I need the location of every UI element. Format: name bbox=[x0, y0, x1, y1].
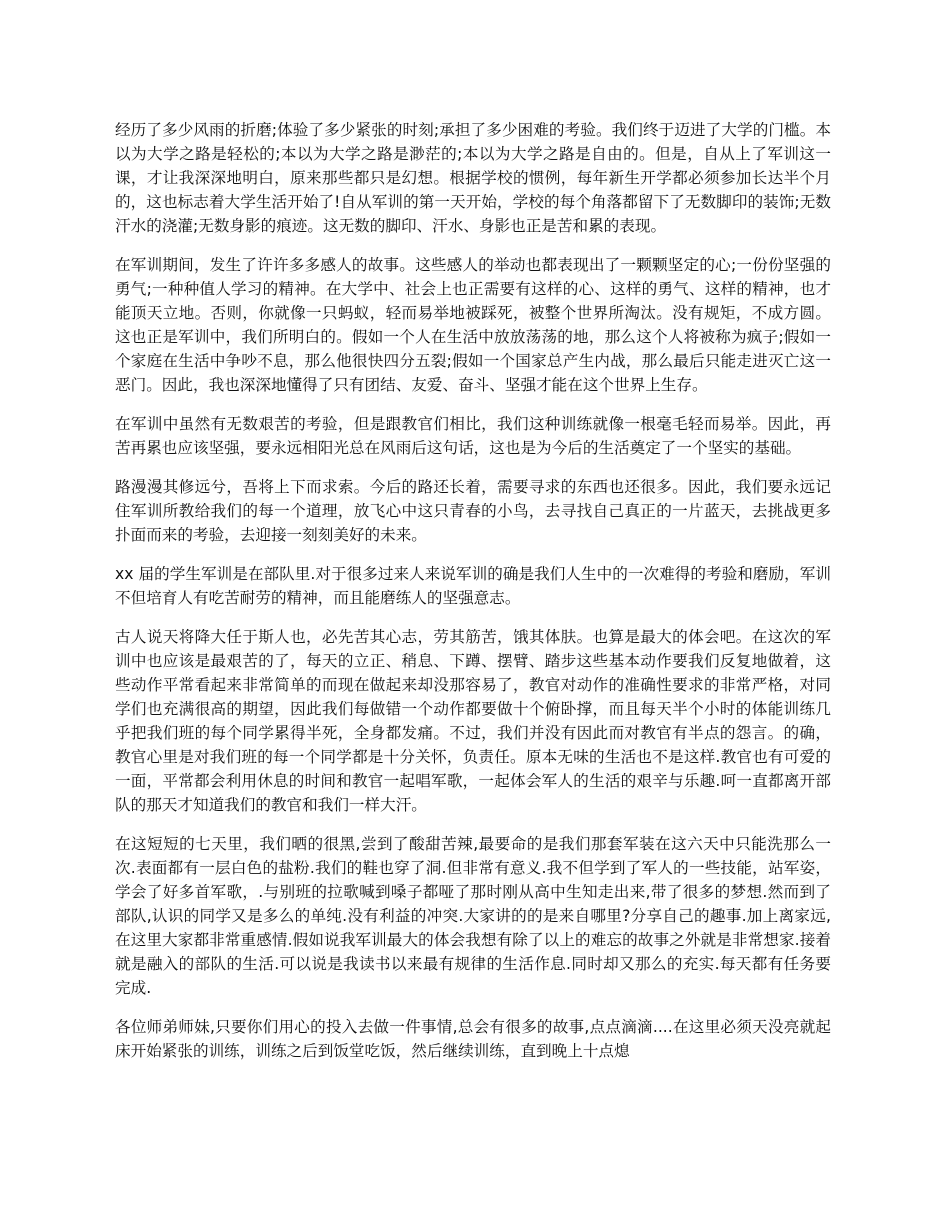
paragraph-8: 各位师弟师妹,只要你们用心的投入去做一件事情,总会有很多的故事,点点滴滴....在这里必须天没亮就起床开始紧张的训练，训练之后到饭堂吃饭，然后继续训练，直到晚上十点熄 bbox=[115, 1018, 831, 1060]
paragraph-1: 经历了多少风雨的折磨;体验了多少紧张的时刻;承担了多少困难的考验。我们终于迈进了大学的门槛。本以为大学之路是轻松的;本以为大学之路是渺茫的;本以为大学之路是自由的。但是，自从上了军训这一课，才让我深深地明白，原来那些都只是幻想。根据学校的惯例，每年新生开学都必须参加长达半个月的，这也标志着大学生活开始了!自从军训的第一天开始，学校的每个角落都留下了无数脚印的装饰;无数汗水的浇灌;无数身影的痕迹。这无数的脚印、汗水、身影也正是苦和累的表现。 bbox=[115, 121, 831, 235]
paragraph-6: 古人说天将降大任于斯人也，必先苦其心志，劳其筋苦，饿其体肤。也算是最大的体会吧。在这次的军训中也应该是最艰苦的了，每天的立正、稍息、下蹲、摆臂、踏步这些基本动作要我们反复地做着，这些动作平常看起来非常简单的而现在做起来却没那容易了，教官对动作的准确性要求的非常严格，对同学们也充满很高的期望，因此我们每做错一个动作都要做十个俯卧撑，而且每天半个小时的体能训练几乎把我们班的每个同学累得半死，全身都发痛。不过，我们并没有因此而对教官有半点的怨言。的确，教官心里是对我们班的每一个同学都是十分关怀，负责任。原本无味的生活也不是这样.教官也有可爱的一面，平常都会利用休息的时间和教官一起唱军歌，一起体会军人的生活的艰辛与乐趣.呵一直都离开部队的那天才知道我们的教官和我们一样大汗。 bbox=[115, 628, 831, 814]
paragraph-7: 在这短短的七天里，我们晒的很黑,尝到了酸甜苦辣,最要命的是我们那套军装在这六天中只能洗那么一次.表面都有一层白色的盐粉.我们的鞋也穿了洞.但非常有意义.我不但学到了军人的一些技能，站军姿，学会了好多首军歌，.与别班的拉歌喊到嗓子都哑了那时刚从高中生知走出来,带了很多的梦想.然而到了部队,认识的同学又是多么的单纯.没有利益的冲突.大家讲的的是来自哪里?分享自己的趣事.加上离家远,在这里大家都非常重感情.假如说我军训最大的体会我想有除了以上的难忘的故事之外就是非常想家.接着就是融入的部队的生活.可以说是我读书以来最有规律的生活作息.同时却又那么的充实.每天都有任务要完成. bbox=[115, 835, 831, 997]
paragraph-5: xx 届的学生军训是在部队里.对于很多过来人来说军训的确是我们人生中的一次难得的考验和磨励，军训不但培育人有吃苦耐劳的精神，而且能磨练人的坚强意志。 bbox=[115, 565, 831, 607]
paragraph-3: 在军训中虽然有无数艰苦的考验，但是跟教官们相比，我们这种训练就像一根毫毛轻而易举。因此，再苦再累也应该坚强，要永远相阳光总在风雨后这句话，这也是为今后的生活奠定了一个坚实的基础。 bbox=[115, 415, 831, 457]
paragraph-2: 在军训期间，发生了许许多多感人的故事。这些感人的举动也都表现出了一颗颗坚定的心;一份份坚强的勇气;一种种值人学习的精神。在大学中、社会上也正需要有这样的心、这样的勇气、这样的精神，也才能顶天立地。否则，你就像一只蚂蚁，轻而易举地被踩死，被整个世界所淘汰。没有规矩，不成方圆。这也正是军训中，我们所明白的。假如一个人在生活中放放荡荡的地，那么这个人将被称为疯子;假如一个家庭在生活中争吵不息，那么他很快四分五裂;假如一个国家总产生内战，那么最后只能走进灭亡这一恶门。因此，我也深深地懂得了只有团结、友爱、奋斗、坚强才能在这个世界上生存。 bbox=[115, 256, 831, 394]
paragraph-4: 路漫漫其修远兮，吾将上下而求索。今后的路还长着，需要寻求的东西也还很多。因此，我们要永远记住军训所教给我们的每一个道理，放飞心中这只青春的小鸟，去寻找自己真正的一片蓝天，去挑战更多扑面而来的考验，去迎接一刻刻美好的未来。 bbox=[115, 478, 831, 544]
document-body bbox=[115, 118, 831, 1078]
